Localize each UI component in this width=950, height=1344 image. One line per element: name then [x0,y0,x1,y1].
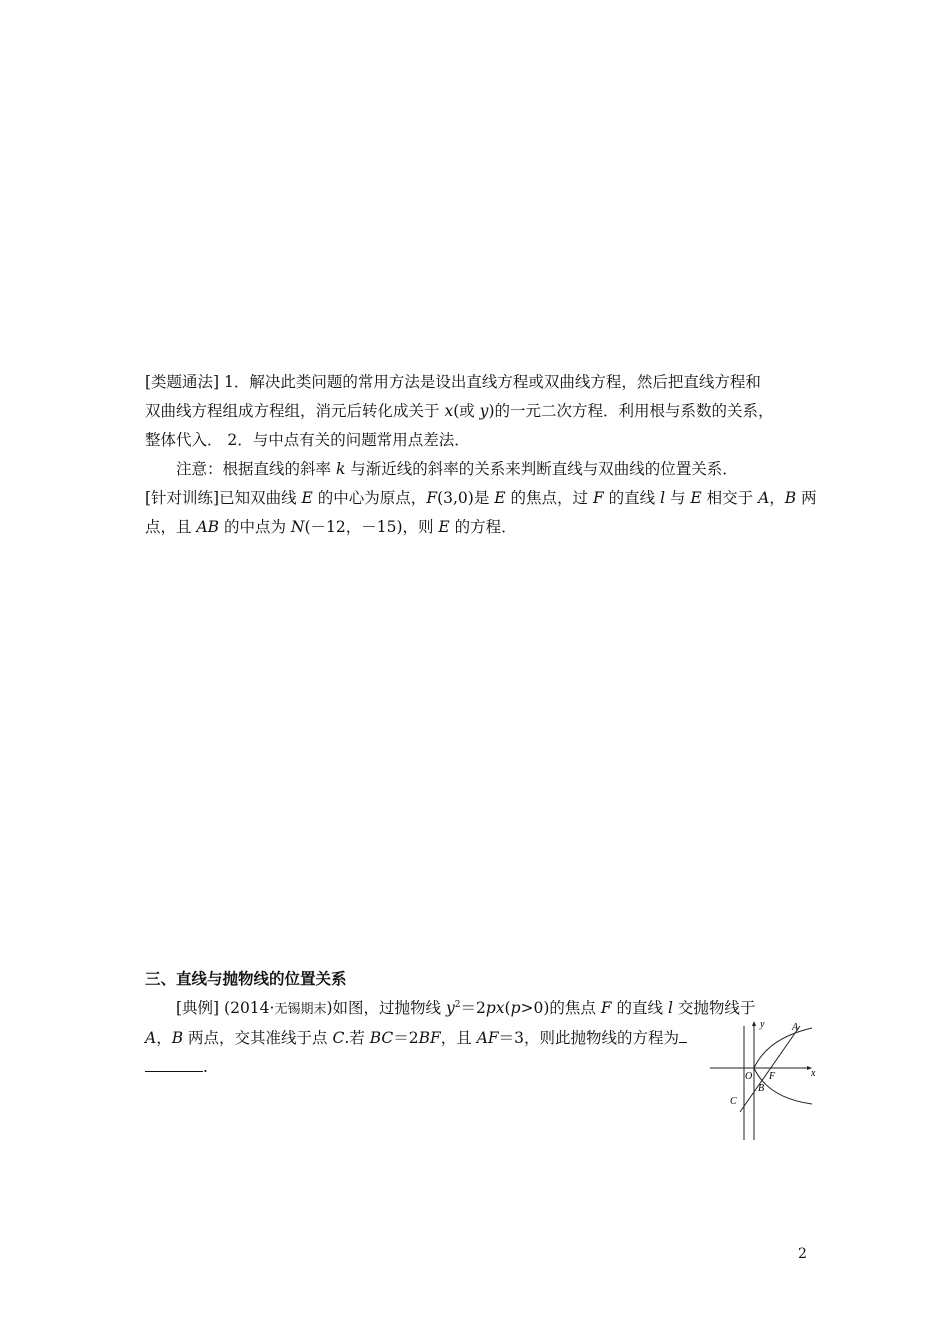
label-x: x [811,1068,816,1079]
note-line: 注意：根据直线的斜率 k 与渐近线的斜率的关系来判断直线与双曲线的位置关系． [176,460,738,478]
answer-blank [145,1057,203,1072]
example-label: [典例] [176,999,220,1018]
method-paragraph [145,368,817,542]
example-paragraph [145,991,756,1082]
label-B: B [758,1083,765,1094]
method-line-2: 双曲线方程组成方程组，消元后转化成关于 x(或 y)的一元二次方程．利用根与系数的关系， [145,402,774,420]
section-heading: 三、直线与抛物线的位置关系 [145,970,347,988]
label-y: y [760,1019,765,1030]
method-label: [类题通法] [145,373,220,391]
practice-line-2: 点，且 AB 的中点为 N(－12，－15)，则 E 的方程． [145,518,517,536]
label-O: O [745,1071,753,1082]
example-line-1: [典例] (2014·无锡期末)如图，过抛物线 $y^2=2px(p>0)$的焦点 F 的直线 l 交抛物线于 [176,999,756,1018]
label-F: F [769,1071,776,1082]
label-A: A [792,1022,799,1033]
example-source: 无锡期末 [274,1002,327,1018]
parabola-figure [708,1016,820,1140]
example-line-3: . [145,1053,705,1082]
method-line-3: 整体代入． 2．与中点有关的问题常用点差法． [145,431,470,449]
practice-line-1: [针对训练]已知双曲线 E 的中心为原点，F(3,0)是 E 的焦点，过 F 的直线 l 与 E 相交于 A，B 两 [145,489,817,507]
example-line-2: A，B 两点，交其准线于点 C.若 BC＝2BF，且 AF＝3，则此抛物线的方程为 [145,1024,705,1053]
page-number: 2 [798,1246,807,1262]
y-axis-arrow-icon [752,1021,756,1026]
answer-blank-start [679,1028,687,1043]
practice-label: [针对训练] [145,489,220,507]
label-C: C [730,1096,737,1107]
method-line-1: [类题通法] 1．解决此类问题的常用方法是设出直线方程或双曲线方程，然后把直线方程和 [145,373,761,391]
